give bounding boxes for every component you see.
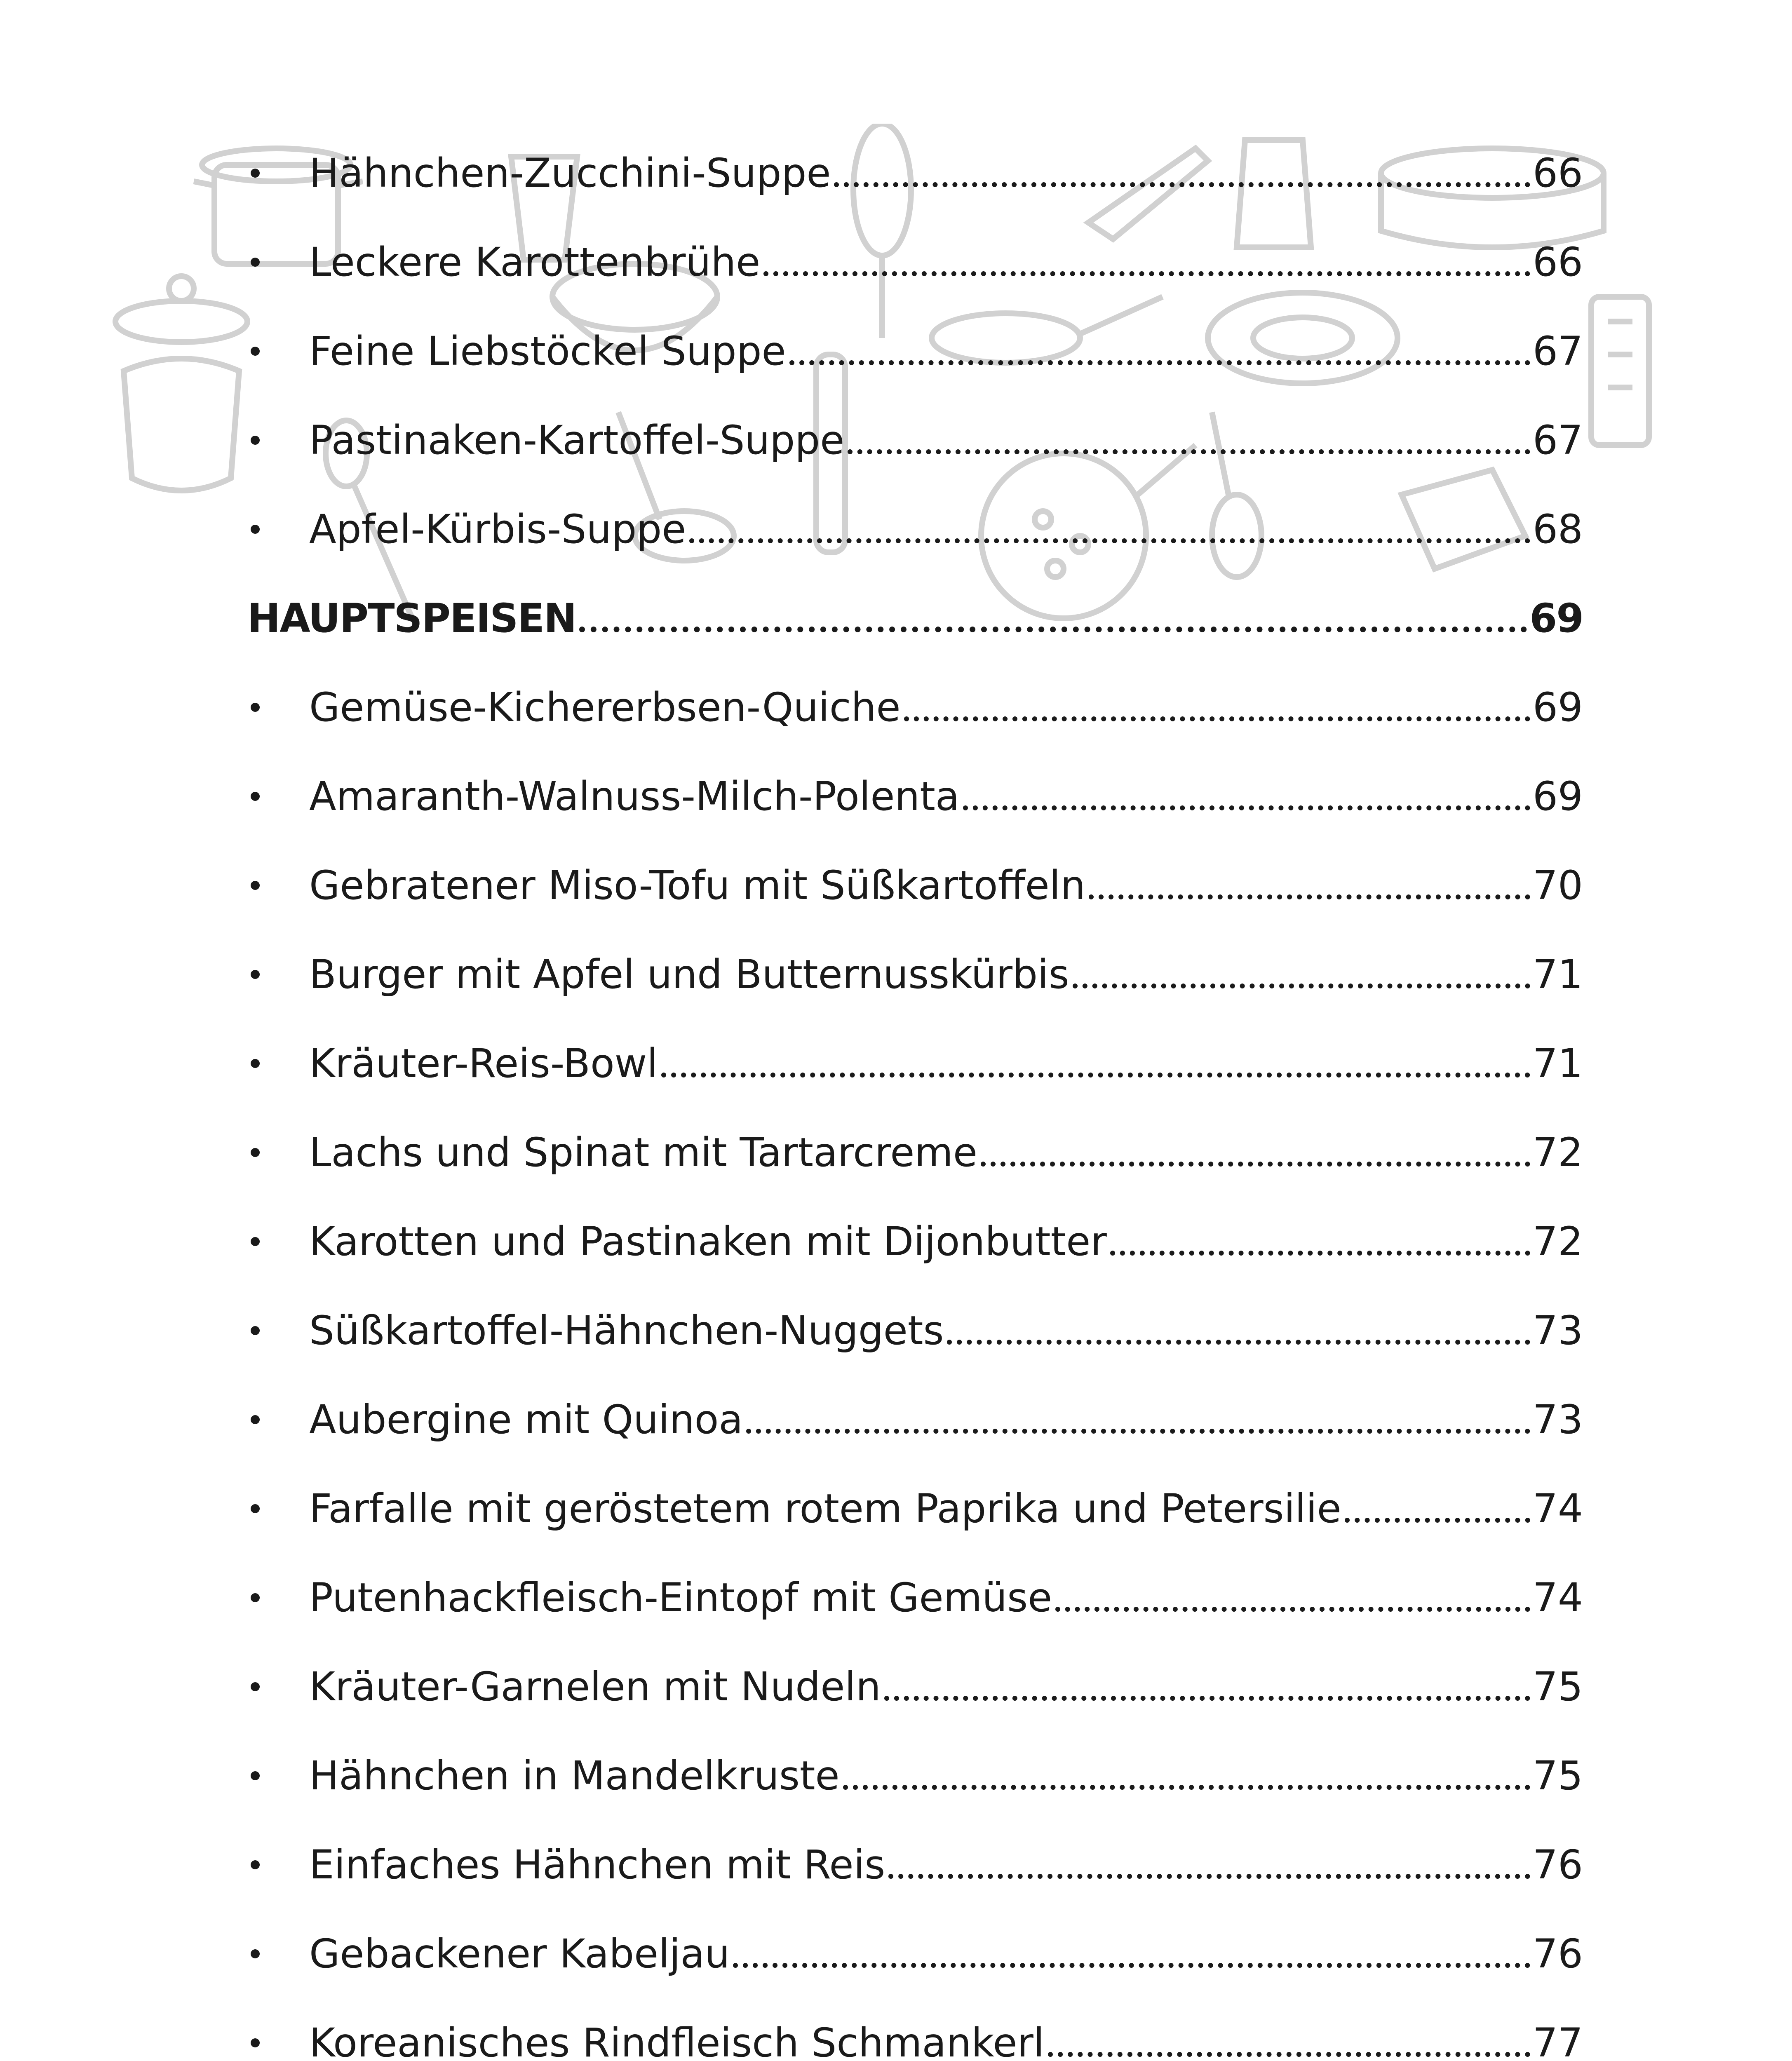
toc-entry-title: HAUPTSPEISEN (247, 595, 576, 641)
bullet-icon (247, 970, 309, 979)
toc-entry-page-number: 76 (1532, 1842, 1583, 1888)
toc-entry-title: Koreanisches Rindfleisch Schmankerl (309, 2020, 1045, 2061)
toc-entry[interactable] (247, 1565, 1583, 1631)
bullet-icon (247, 1148, 309, 1157)
dot-leader (1048, 2010, 1530, 2061)
bullet-icon (247, 792, 309, 801)
grater-icon (1591, 297, 1649, 445)
toc-entry[interactable] (247, 1743, 1583, 1809)
toc-entry-page-number: 66 (1532, 150, 1583, 196)
toc-entry[interactable] (247, 674, 1583, 740)
dot-leader (947, 1298, 1530, 1364)
dot-leader (848, 407, 1530, 473)
toc-entry[interactable] (247, 407, 1583, 473)
bullet-icon (247, 1237, 309, 1246)
toc-entry-page-number: 70 (1532, 862, 1583, 908)
bullet-icon (247, 2038, 309, 2047)
dot-leader (746, 1387, 1530, 1453)
toc-entry-page-number: 75 (1532, 1753, 1583, 1799)
toc-entry[interactable] (247, 1654, 1583, 1720)
toc-entry-page-number: 76 (1532, 1931, 1583, 1977)
toc-entry-page-number: 72 (1532, 1218, 1583, 1265)
bullet-icon (247, 347, 309, 356)
toc-entry[interactable] (247, 763, 1583, 829)
toc-entry[interactable] (247, 2010, 1583, 2061)
toc-entry-page-number: 68 (1532, 506, 1583, 552)
toc-entry-page-number: 74 (1532, 1486, 1583, 1532)
bullet-icon (247, 703, 309, 712)
toc-entry[interactable] (247, 229, 1583, 295)
dot-leader (661, 1030, 1530, 1096)
toc-entry-page-number: 74 (1532, 1575, 1583, 1621)
dot-leader (981, 1120, 1530, 1185)
toc-entry-title: Feine Liebstöckel Suppe (309, 328, 786, 374)
bullet-icon (247, 1949, 309, 1958)
bullet-icon (247, 1059, 309, 1068)
toc-entry[interactable] (247, 140, 1583, 206)
toc-entry-page-number: 75 (1532, 1664, 1583, 1710)
bullet-icon (247, 1860, 309, 1869)
bullet-icon (247, 525, 309, 534)
bullet-icon (247, 1326, 309, 1335)
toc-entry[interactable] (247, 1120, 1583, 1185)
toc-entry-page-number: 69 (1529, 595, 1583, 641)
toc-entry-title: Lachs und Spinat mit Tartarcreme (309, 1129, 977, 1176)
toc-entry-title: Aubergine mit Quinoa (309, 1397, 743, 1443)
dot-leader (1345, 1476, 1530, 1542)
dot-leader (689, 496, 1530, 562)
toc-entry-title: Hähnchen-Zucchini-Suppe (309, 150, 831, 196)
bullet-icon (247, 258, 309, 267)
dot-leader (904, 674, 1530, 740)
toc-entry-title: Kräuter-Garnelen mit Nudeln (309, 1664, 881, 1710)
dot-leader (963, 763, 1530, 829)
bullet-icon (247, 1771, 309, 1780)
toc-entry[interactable] (247, 1298, 1583, 1364)
dot-leader (834, 140, 1530, 206)
toc-entry[interactable] (247, 1387, 1583, 1453)
dot-leader (888, 1832, 1530, 1898)
toc-entry[interactable] (247, 1921, 1583, 1987)
dot-leader (763, 229, 1530, 295)
toc-entry-title: Gemüse-Kichererbsen-Quiche (309, 684, 901, 730)
dot-leader (1089, 852, 1530, 918)
toc-entry[interactable] (247, 852, 1583, 918)
toc-entry-title: Burger mit Apfel und Butternusskürbis (309, 951, 1069, 998)
bullet-icon (247, 881, 309, 890)
dot-leader (1055, 1565, 1530, 1631)
toc-entry-page-number: 67 (1532, 328, 1583, 374)
toc-section-heading[interactable] (247, 585, 1583, 651)
toc-entry-page-number: 71 (1532, 1040, 1583, 1087)
toc-entry-page-number: 66 (1532, 239, 1583, 285)
toc-entry-title: Süßkartoffel-Hähnchen-Nuggets (309, 1307, 944, 1354)
toc-entry-page-number: 71 (1532, 951, 1583, 998)
toc-entry-page-number: 67 (1532, 417, 1583, 463)
dot-leader (843, 1743, 1530, 1809)
toc-entry-title: Leckere Karottenbrühe (309, 239, 761, 285)
toc-entry-title: Einfaches Hähnchen mit Reis (309, 1842, 885, 1888)
toc-entry-title: Amaranth-Walnuss-Milch-Polenta (309, 773, 960, 819)
toc-entry-page-number: 73 (1532, 1397, 1583, 1443)
bullet-icon (247, 1504, 309, 1513)
dot-leader (1073, 941, 1530, 1007)
dot-leader (579, 585, 1527, 651)
toc-entry-page-number: 72 (1532, 1129, 1583, 1176)
bullet-icon (247, 169, 309, 178)
toc-entry-title: Pastinaken-Kartoffel-Suppe (309, 417, 845, 463)
toc-entry[interactable] (247, 1476, 1583, 1542)
bullet-icon (247, 1682, 309, 1691)
toc-entry-page-number: 69 (1532, 773, 1583, 819)
toc-entry-title: Gebackener Kabeljau (309, 1931, 730, 1977)
toc-entry-title: Hähnchen in Mandelkruste (309, 1753, 840, 1799)
toc-entry-page-number: 69 (1532, 684, 1583, 730)
lid-icon (115, 276, 247, 342)
toc-entry[interactable] (247, 1832, 1583, 1898)
dot-leader (884, 1654, 1530, 1720)
dot-leader (733, 1921, 1530, 1987)
toc-entry-page-number: 73 (1532, 1307, 1583, 1354)
toc-entry-title: Farfalle mit geröstetem rotem Paprika und Petersilie (309, 1486, 1341, 1532)
toc-entry[interactable] (247, 318, 1583, 384)
toc-entry-title: Kräuter-Reis-Bowl (309, 1040, 658, 1087)
pot-icon (124, 359, 239, 491)
toc-entry[interactable] (247, 1209, 1583, 1275)
toc-entry-title: Karotten und Pastinaken mit Dijonbutter (309, 1218, 1107, 1265)
bullet-icon (247, 1415, 309, 1424)
toc-entry-title: Apfel-Kürbis-Suppe (309, 506, 686, 552)
bullet-icon (247, 1593, 309, 1602)
dot-leader (1110, 1209, 1530, 1275)
toc-entry[interactable] (247, 496, 1583, 562)
toc-entry-title: Putenhackfleisch-Eintopf mit Gemüse (309, 1575, 1052, 1621)
toc-entry[interactable] (247, 1030, 1583, 1096)
toc-entry[interactable] (247, 941, 1583, 1007)
dot-leader (789, 318, 1530, 384)
toc-entry-page-number: 77 (1532, 2020, 1583, 2061)
toc-entry-title: Gebratener Miso-Tofu mit Süßkartoffeln (309, 862, 1086, 908)
bullet-icon (247, 436, 309, 445)
